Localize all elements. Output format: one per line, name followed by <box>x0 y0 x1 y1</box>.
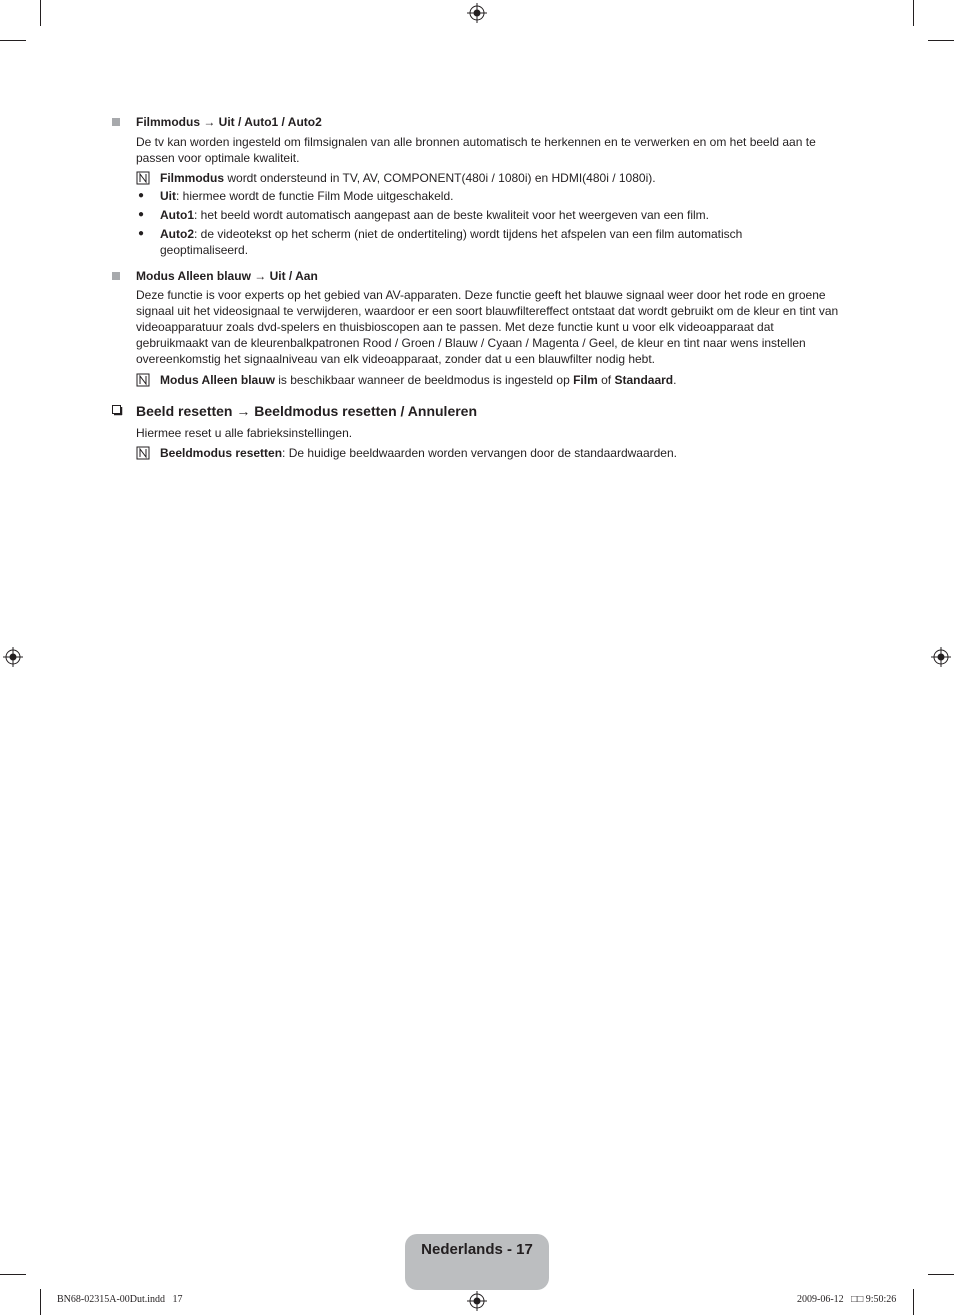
section-heading-modus-alleen-blauw: Modus Alleen blauw → Uit / Aan <box>136 269 318 283</box>
section-paragraph: Hiermee reset u alle fabrieksinstellingen. <box>136 426 353 440</box>
crop-mark <box>913 0 914 26</box>
file-slug: BN68-02315A-00Dut.indd 17 <box>57 1294 183 1305</box>
list-item: Auto1: het beeld wordt automatisch aangepast aan de beste kwaliteit voor het weergeven van een film. <box>160 208 709 222</box>
section-heading-filmmodus: Filmmodus → Uit / Auto1 / Auto2 <box>136 115 322 129</box>
registration-mark-icon <box>3 647 23 667</box>
checkbox-bullet-icon <box>112 405 123 416</box>
bullet-icon: ● <box>138 228 145 239</box>
note-icon <box>136 373 150 387</box>
bullet-icon: ● <box>138 209 145 220</box>
bullet-icon: ● <box>138 190 145 201</box>
crop-mark <box>0 1274 26 1275</box>
registration-mark-icon <box>467 3 487 23</box>
note-icon <box>136 446 150 460</box>
section-heading-beeld-resetten: Beeld resetten → Beeldmodus resetten / Annuleren <box>136 403 478 419</box>
section-paragraph: Deze functie is voor experts op het gebied van AV-apparaten. Deze functie geeft het blauwe signaal weer door het rode en groene signaal uit het videosignaal te verwijderen, waardoor er een soort blauwfiltereffect ontstaat dat wordt gebruikt om de kleur en tint van videoapparatuur zoals dvd-spelers en thuisbioscopen aan te passen. Met deze functie kunt u voor elk videoapparaat dat gebruikmaakt van de kleurenbalkpatronen Rood / Groen / Blauw / Cyaan / Magenta / Geel, de kleur en tint naar wens instellen overeenkomstig het signaalniveau van elk videoapparaat, zonder dat u een blauwfilter nodig hebt. <box>136 288 839 366</box>
square-bullet-icon <box>112 272 120 280</box>
crop-mark <box>40 0 41 26</box>
crop-mark <box>0 40 26 41</box>
note-text: Beeldmodus resetten: De huidige beeldwaarden worden vervangen door de standaardwaarden. <box>160 446 677 460</box>
list-item: Auto2: de videotekst op het scherm (niet de ondertiteling) wordt tijdens het afspelen van een film automatisch geoptimaliseerd. <box>160 227 743 257</box>
square-bullet-icon <box>112 118 120 126</box>
list-item: Uit: hiermee wordt de functie Film Mode uitgeschakeld. <box>160 189 454 203</box>
crop-mark <box>40 1289 41 1315</box>
registration-mark-icon <box>467 1291 487 1311</box>
crop-mark <box>928 1274 954 1275</box>
section-paragraph: De tv kan worden ingesteld om filmsignalen van alle bronnen automatisch te herkennen en te verwerken en om het beeld aan te passen voor optimale kwaliteit. <box>136 135 816 165</box>
crop-mark <box>913 1289 914 1315</box>
page-number: Nederlands - 17 <box>421 1241 533 1258</box>
note-text: Modus Alleen blauw is beschikbaar wanneer de beeldmodus is ingesteld op Film of Standaard. <box>160 373 677 387</box>
registration-mark-icon <box>931 647 951 667</box>
crop-mark <box>928 40 954 41</box>
note-text: Filmmodus wordt ondersteund in TV, AV, COMPONENT(480i / 1080i) en HDMI(480i / 1080i). <box>160 171 656 185</box>
timestamp-slug: 2009-06-12 □□ 9:50:26 <box>797 1294 897 1305</box>
note-icon <box>136 171 150 185</box>
